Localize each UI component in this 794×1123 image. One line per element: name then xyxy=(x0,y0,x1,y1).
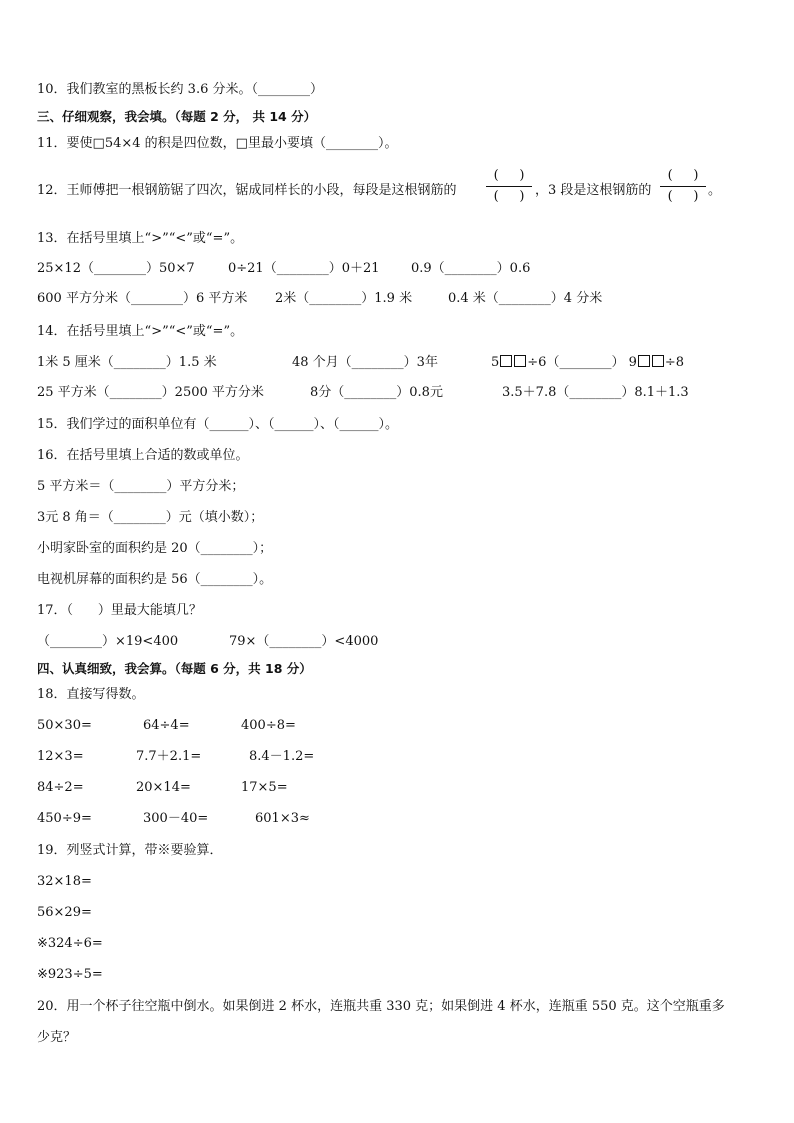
q13-item: 0.4 米（________）4 分米 xyxy=(448,291,603,306)
calc-item: 7.7＋2.1= xyxy=(136,749,202,764)
question-20: 20．用一个杯子往空瓶中倒水。如果倒进 2 杯水，连瓶共重 330 克；如果倒进 4 杯水，连瓶重 550 克。这个空瓶重多 xyxy=(37,999,725,1014)
calc-item: 400÷8= xyxy=(241,718,296,733)
question-14: 14．在括号里填上“>”“<”或“=”。 xyxy=(37,324,244,339)
q16-line: 小明家卧室的面积约是 20（________）； xyxy=(37,541,273,556)
question-13: 13．在括号里填上“>”“<”或“=”。 xyxy=(37,231,244,246)
digit-box xyxy=(652,355,664,367)
question-17: 17．（ ）里最大能填几？ xyxy=(37,603,202,618)
digit-box xyxy=(500,355,512,367)
q19-line: 32×18= xyxy=(37,874,92,889)
question-20-cont: 少克？ xyxy=(37,1030,77,1045)
q16-line: 5 平方米＝（________）平方分米； xyxy=(37,479,245,494)
q17-item: （________）×19<400 xyxy=(37,634,179,649)
q13-item: 2米（________）1.9 米 xyxy=(275,291,413,306)
calc-item: 17×5= xyxy=(241,780,288,795)
question-10: 10．我们教室的黑板长约 3.6 分米。（________） xyxy=(37,82,323,97)
q14-item: 48 个月（________）3年 xyxy=(292,355,438,370)
q14-item: 5 ÷6（________） 9 ÷8 xyxy=(491,355,685,370)
calc-item: 64÷4= xyxy=(143,718,190,733)
q14-item: 1米 5 厘米（________）1.5 米 xyxy=(37,355,217,370)
q13-item: 0.9（________）0.6 xyxy=(411,261,531,276)
q13-item: 600 平方分米（________）6 平方米 xyxy=(37,291,248,306)
section-3-heading: 三、仔细观察，我会填。（每题 2 分， 共 14 分） xyxy=(37,109,317,124)
q14-item: 8分（________）0.8元 xyxy=(310,385,443,400)
q17-item: 79×（________）<4000 xyxy=(229,634,379,649)
q19-line: ※324÷6= xyxy=(37,936,103,951)
calc-item: 12×3= xyxy=(37,749,84,764)
calc-item: 20×14= xyxy=(136,780,191,795)
question-11: 11．要使□54×4 的积是四位数，□里最小要填（________）。 xyxy=(37,136,398,151)
digit-box xyxy=(514,355,526,367)
q19-line: ※923÷5= xyxy=(37,967,103,982)
calc-item: 50×30= xyxy=(37,718,92,733)
calc-item: 300－40= xyxy=(143,811,209,826)
calc-item: 8.4－1.2= xyxy=(249,749,315,764)
fraction-blank-2: ( ) ( ) xyxy=(660,167,706,206)
question-12-end: 。 xyxy=(708,183,722,198)
q13-item: 25×12（________）50×7 xyxy=(37,261,195,276)
calc-item: 450÷9= xyxy=(37,811,92,826)
question-16: 16．在括号里填上合适的数或单位。 xyxy=(37,448,249,463)
fraction-blank-1: ( ) ( ) xyxy=(486,167,532,206)
q14-item: 25 平方米（________）2500 平方分米 xyxy=(37,385,264,400)
q16-line: 电视机屏幕的面积约是 56（________）。 xyxy=(37,572,273,587)
question-15: 15．我们学过的面积单位有（______）、（______）、（______）。 xyxy=(37,417,399,432)
calc-item: 601×3≈ xyxy=(255,811,310,826)
calc-item: 84÷2= xyxy=(37,780,84,795)
question-19: 19．列竖式计算，带※要验算． xyxy=(37,843,223,858)
q16-line: 3元 8 角＝（________）元（填小数）； xyxy=(37,510,264,525)
question-12-text: 12．王师傅把一根钢筋锯了四次，锯成同样长的小段，每段是这根钢筋的 xyxy=(37,183,457,198)
section-4-heading: 四、认真细致，我会算。（每题 6 分，共 18 分） xyxy=(37,661,312,676)
q14-item: 3.5＋7.8（________）8.1＋1.3 xyxy=(502,385,689,400)
q13-item: 0÷21（________）0＋21 xyxy=(228,261,380,276)
question-18: 18．直接写得数。 xyxy=(37,687,145,702)
question-12-mid: ，3 段是这根钢筋的 xyxy=(535,183,652,198)
q19-line: 56×29= xyxy=(37,905,92,920)
digit-box xyxy=(638,355,650,367)
